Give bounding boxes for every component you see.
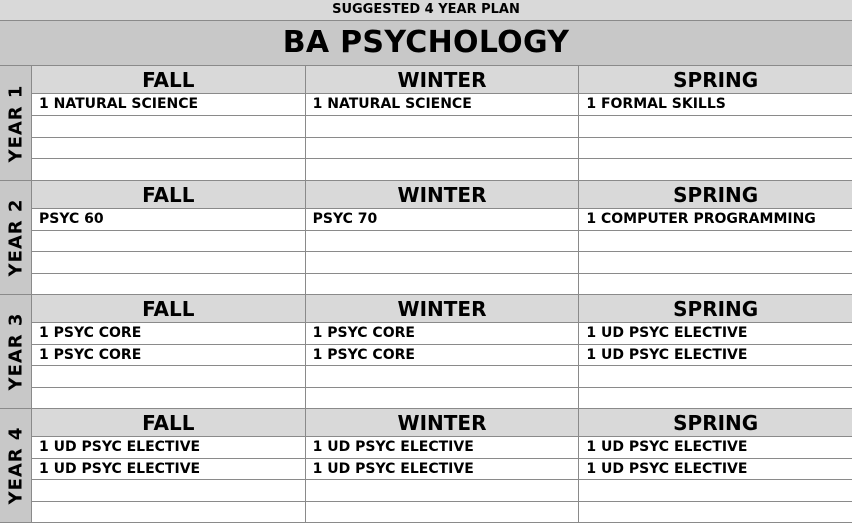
course-cell [579, 502, 852, 523]
course-cell [306, 274, 579, 295]
year-block [0, 409, 852, 523]
course-cell [306, 159, 579, 180]
course-cell: 1 FORMAL SKILLS [579, 94, 852, 116]
course-cell [306, 231, 579, 253]
year-label: YEAR 1 [5, 84, 27, 162]
term-header: FALL [32, 181, 305, 209]
year-block [0, 66, 852, 181]
term-header: SPRING [579, 181, 852, 209]
course-cell [579, 388, 852, 409]
course-cell [32, 138, 305, 160]
year-label-cell [0, 181, 32, 294]
year-label: YEAR 4 [5, 426, 27, 505]
course-cell: 1 NATURAL SCIENCE [32, 94, 305, 116]
course-cell: 1 PSYC CORE [306, 323, 579, 345]
course-cell [32, 252, 305, 274]
course-cell [32, 502, 305, 523]
course-cell [306, 502, 579, 523]
term-column [579, 66, 852, 180]
course-cell: 1 UD PSYC ELECTIVE [306, 459, 579, 481]
term-column [306, 295, 580, 408]
course-cell: 1 PSYC CORE [32, 323, 305, 345]
course-cell [32, 388, 305, 409]
year-block [0, 295, 852, 409]
course-cell: 1 UD PSYC ELECTIVE [579, 437, 852, 459]
course-cell: 1 UD PSYC ELECTIVE [579, 323, 852, 345]
course-cell [32, 480, 305, 502]
year-label-cell [0, 409, 32, 522]
term-header: SPRING [579, 409, 852, 437]
course-cell [579, 480, 852, 502]
term-header: WINTER [306, 409, 579, 437]
term-header: WINTER [306, 181, 579, 209]
course-cell [579, 366, 852, 388]
years-container [0, 66, 852, 523]
term-columns [32, 409, 852, 522]
course-cell [306, 388, 579, 409]
course-cell: 1 UD PSYC ELECTIVE [579, 345, 852, 367]
course-cell [579, 252, 852, 274]
course-cell [306, 366, 579, 388]
course-cell [579, 231, 852, 253]
course-cell: 1 NATURAL SCIENCE [306, 94, 579, 116]
term-columns [32, 66, 852, 180]
term-column [579, 181, 852, 294]
course-cell [32, 366, 305, 388]
course-cell [306, 252, 579, 274]
term-column [306, 409, 580, 522]
term-column [32, 409, 306, 522]
course-cell [579, 138, 852, 160]
term-column [32, 181, 306, 294]
term-header: SPRING [579, 295, 852, 323]
course-cell: 1 UD PSYC ELECTIVE [306, 437, 579, 459]
term-column [579, 409, 852, 522]
term-header: WINTER [306, 295, 579, 323]
course-cell: 1 UD PSYC ELECTIVE [579, 459, 852, 481]
term-column [32, 295, 306, 408]
plan-subtitle: SUGGESTED 4 YEAR PLAN [0, 0, 852, 21]
course-cell: 1 UD PSYC ELECTIVE [32, 459, 305, 481]
year-label: YEAR 2 [5, 198, 27, 277]
course-cell: 1 UD PSYC ELECTIVE [32, 437, 305, 459]
term-column [579, 295, 852, 408]
course-cell [306, 116, 579, 138]
course-cell [32, 274, 305, 295]
term-columns [32, 295, 852, 408]
course-cell: PSYC 60 [32, 209, 305, 231]
plan-title: BA PSYCHOLOGY [0, 21, 852, 66]
term-header: WINTER [306, 66, 579, 94]
term-column [306, 181, 580, 294]
year-label-cell [0, 295, 32, 408]
course-cell: PSYC 70 [306, 209, 579, 231]
year-label: YEAR 3 [5, 312, 27, 391]
term-column [306, 66, 580, 180]
term-columns [32, 181, 852, 294]
term-header: FALL [32, 295, 305, 323]
course-cell [32, 159, 305, 180]
course-cell [306, 138, 579, 160]
course-cell [306, 480, 579, 502]
year-block [0, 181, 852, 295]
course-cell [32, 231, 305, 253]
course-cell [579, 116, 852, 138]
term-header: FALL [32, 66, 305, 94]
course-cell: 1 PSYC CORE [306, 345, 579, 367]
year-label-cell [0, 66, 32, 180]
course-cell: 1 PSYC CORE [32, 345, 305, 367]
course-cell [32, 116, 305, 138]
term-column [32, 66, 306, 180]
term-header: FALL [32, 409, 305, 437]
course-cell [579, 159, 852, 180]
term-header: SPRING [579, 66, 852, 94]
course-cell [579, 274, 852, 295]
course-cell: 1 COMPUTER PROGRAMMING [579, 209, 852, 231]
